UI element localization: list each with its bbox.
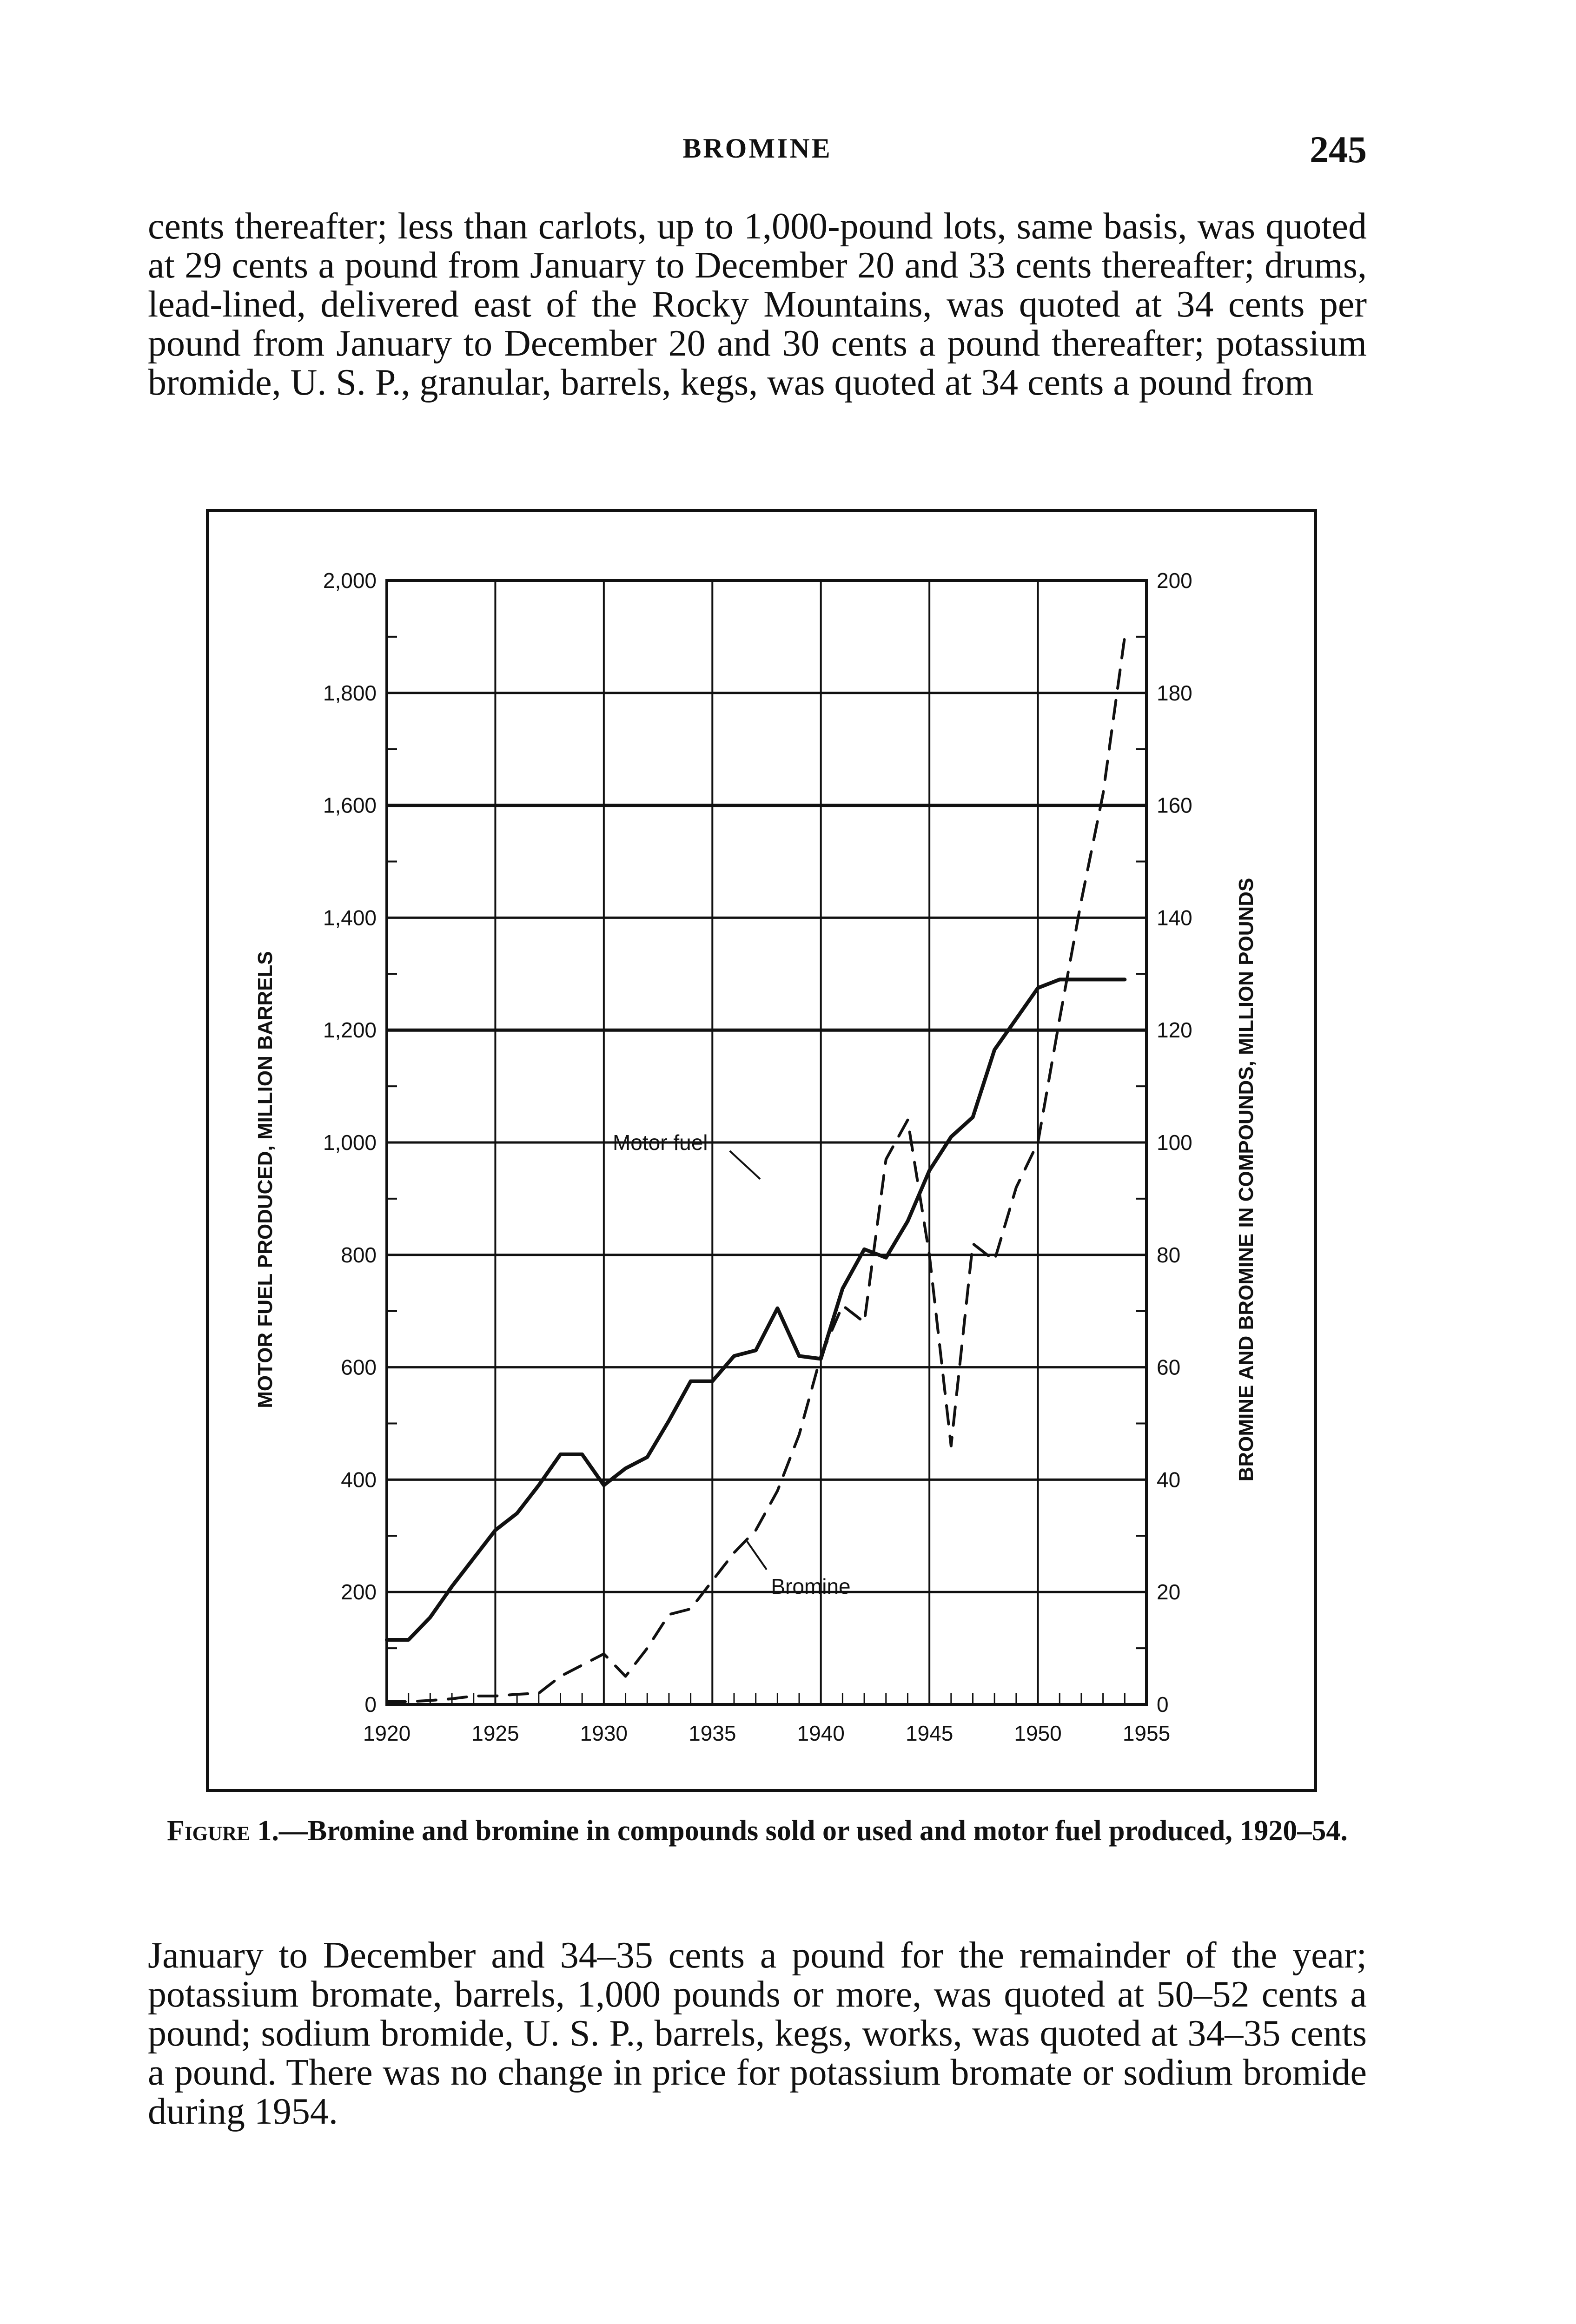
y2-tick-label: 160 — [1157, 793, 1192, 818]
y-tick-label: 0 — [364, 1692, 377, 1717]
x-tick-label: 1930 — [580, 1721, 628, 1745]
running-head: BROMINE — [682, 133, 832, 164]
y-axis-title: MOTOR FUEL PRODUCED, MILLION BARRELS — [254, 951, 277, 1408]
y2-tick-label: 20 — [1157, 1580, 1181, 1604]
y-tick-label: 2,000 — [323, 568, 377, 593]
annotation-motor-fuel: Motor fuel — [612, 1130, 708, 1155]
figure-frame — [206, 509, 1317, 1792]
y2-tick-label: 100 — [1157, 1130, 1192, 1155]
y2-tick-label: 140 — [1157, 905, 1192, 930]
page-header — [148, 128, 1367, 184]
x-tick-label: 1955 — [1122, 1721, 1171, 1745]
bromine-line — [387, 637, 1125, 1702]
y2-tick-label: 40 — [1157, 1467, 1181, 1492]
x-tick-label: 1950 — [1014, 1721, 1062, 1745]
figure-label: Figure 1. — [167, 1815, 279, 1847]
x-tick-label: 1925 — [471, 1721, 519, 1745]
x-tick-label: 1920 — [363, 1721, 411, 1745]
annotation-leader — [730, 1151, 760, 1179]
body-paragraph-bottom: January to December and 34–35 cents a pound for the remainder of the year; potassium bromate, barrels, 1,000 pounds or more, was quoted at 50–52 cents a pound; sodium bromide, U. S. P., barrels, kegs, works, was quoted at 34–35 cents a pound. There was no change in price for potassium bromate or sodium bromide during 1954. — [148, 1935, 1367, 2132]
y2-tick-label: 180 — [1157, 680, 1192, 705]
motor-fuel-line — [387, 979, 1125, 1640]
y-tick-label: 200 — [341, 1580, 377, 1604]
y2-tick-label: 120 — [1157, 1018, 1192, 1043]
x-tick-label: 1940 — [797, 1721, 845, 1745]
y-tick-label: 600 — [341, 1355, 377, 1380]
page-number: 245 — [1310, 128, 1367, 171]
annotation-leader — [747, 1541, 767, 1569]
y-tick-label: 1,600 — [323, 793, 377, 818]
y2-tick-label: 80 — [1157, 1242, 1181, 1267]
x-tick-label: 1935 — [689, 1721, 736, 1745]
y-tick-label: 400 — [341, 1467, 377, 1492]
y2-tick-label: 60 — [1157, 1355, 1181, 1380]
y2-tick-label: 0 — [1157, 1692, 1169, 1717]
y2-tick-label: 200 — [1157, 568, 1192, 593]
figure-caption-text: —Bromine and bromine in compounds sold or used and motor fuel produced, 1920–54. — [278, 1815, 1348, 1847]
y2-axis-title: BROMINE AND BROMINE IN COMPOUNDS, MILLION POUNDS — [1235, 878, 1258, 1482]
y-tick-label: 800 — [341, 1242, 377, 1267]
annotation-bromine: Bromine — [771, 1574, 851, 1599]
x-tick-label: 1945 — [905, 1721, 954, 1745]
y-tick-label: 1,000 — [323, 1130, 377, 1155]
y-tick-label: 1,400 — [323, 905, 377, 930]
y-tick-label: 1,800 — [323, 680, 377, 705]
body-paragraph-top: cents thereafter; less than carlots, up to 1,000-pound lots, same basis, was quoted at 29 cents a pound from January to December 20 and 33 cents thereafter; drums, lead-lined, delivered east of the Rocky Mountains, was quoted at 34 cents per pound from January to December 20 and 30 cents a pound thereafter; potassium bromide, U. S. P., granular, barrels, kegs, was quoted at 34 cents a pound from — [148, 206, 1367, 403]
y-tick-label: 1,200 — [323, 1018, 377, 1043]
figure-caption — [148, 1815, 1367, 1847]
chart — [209, 512, 1314, 1789]
